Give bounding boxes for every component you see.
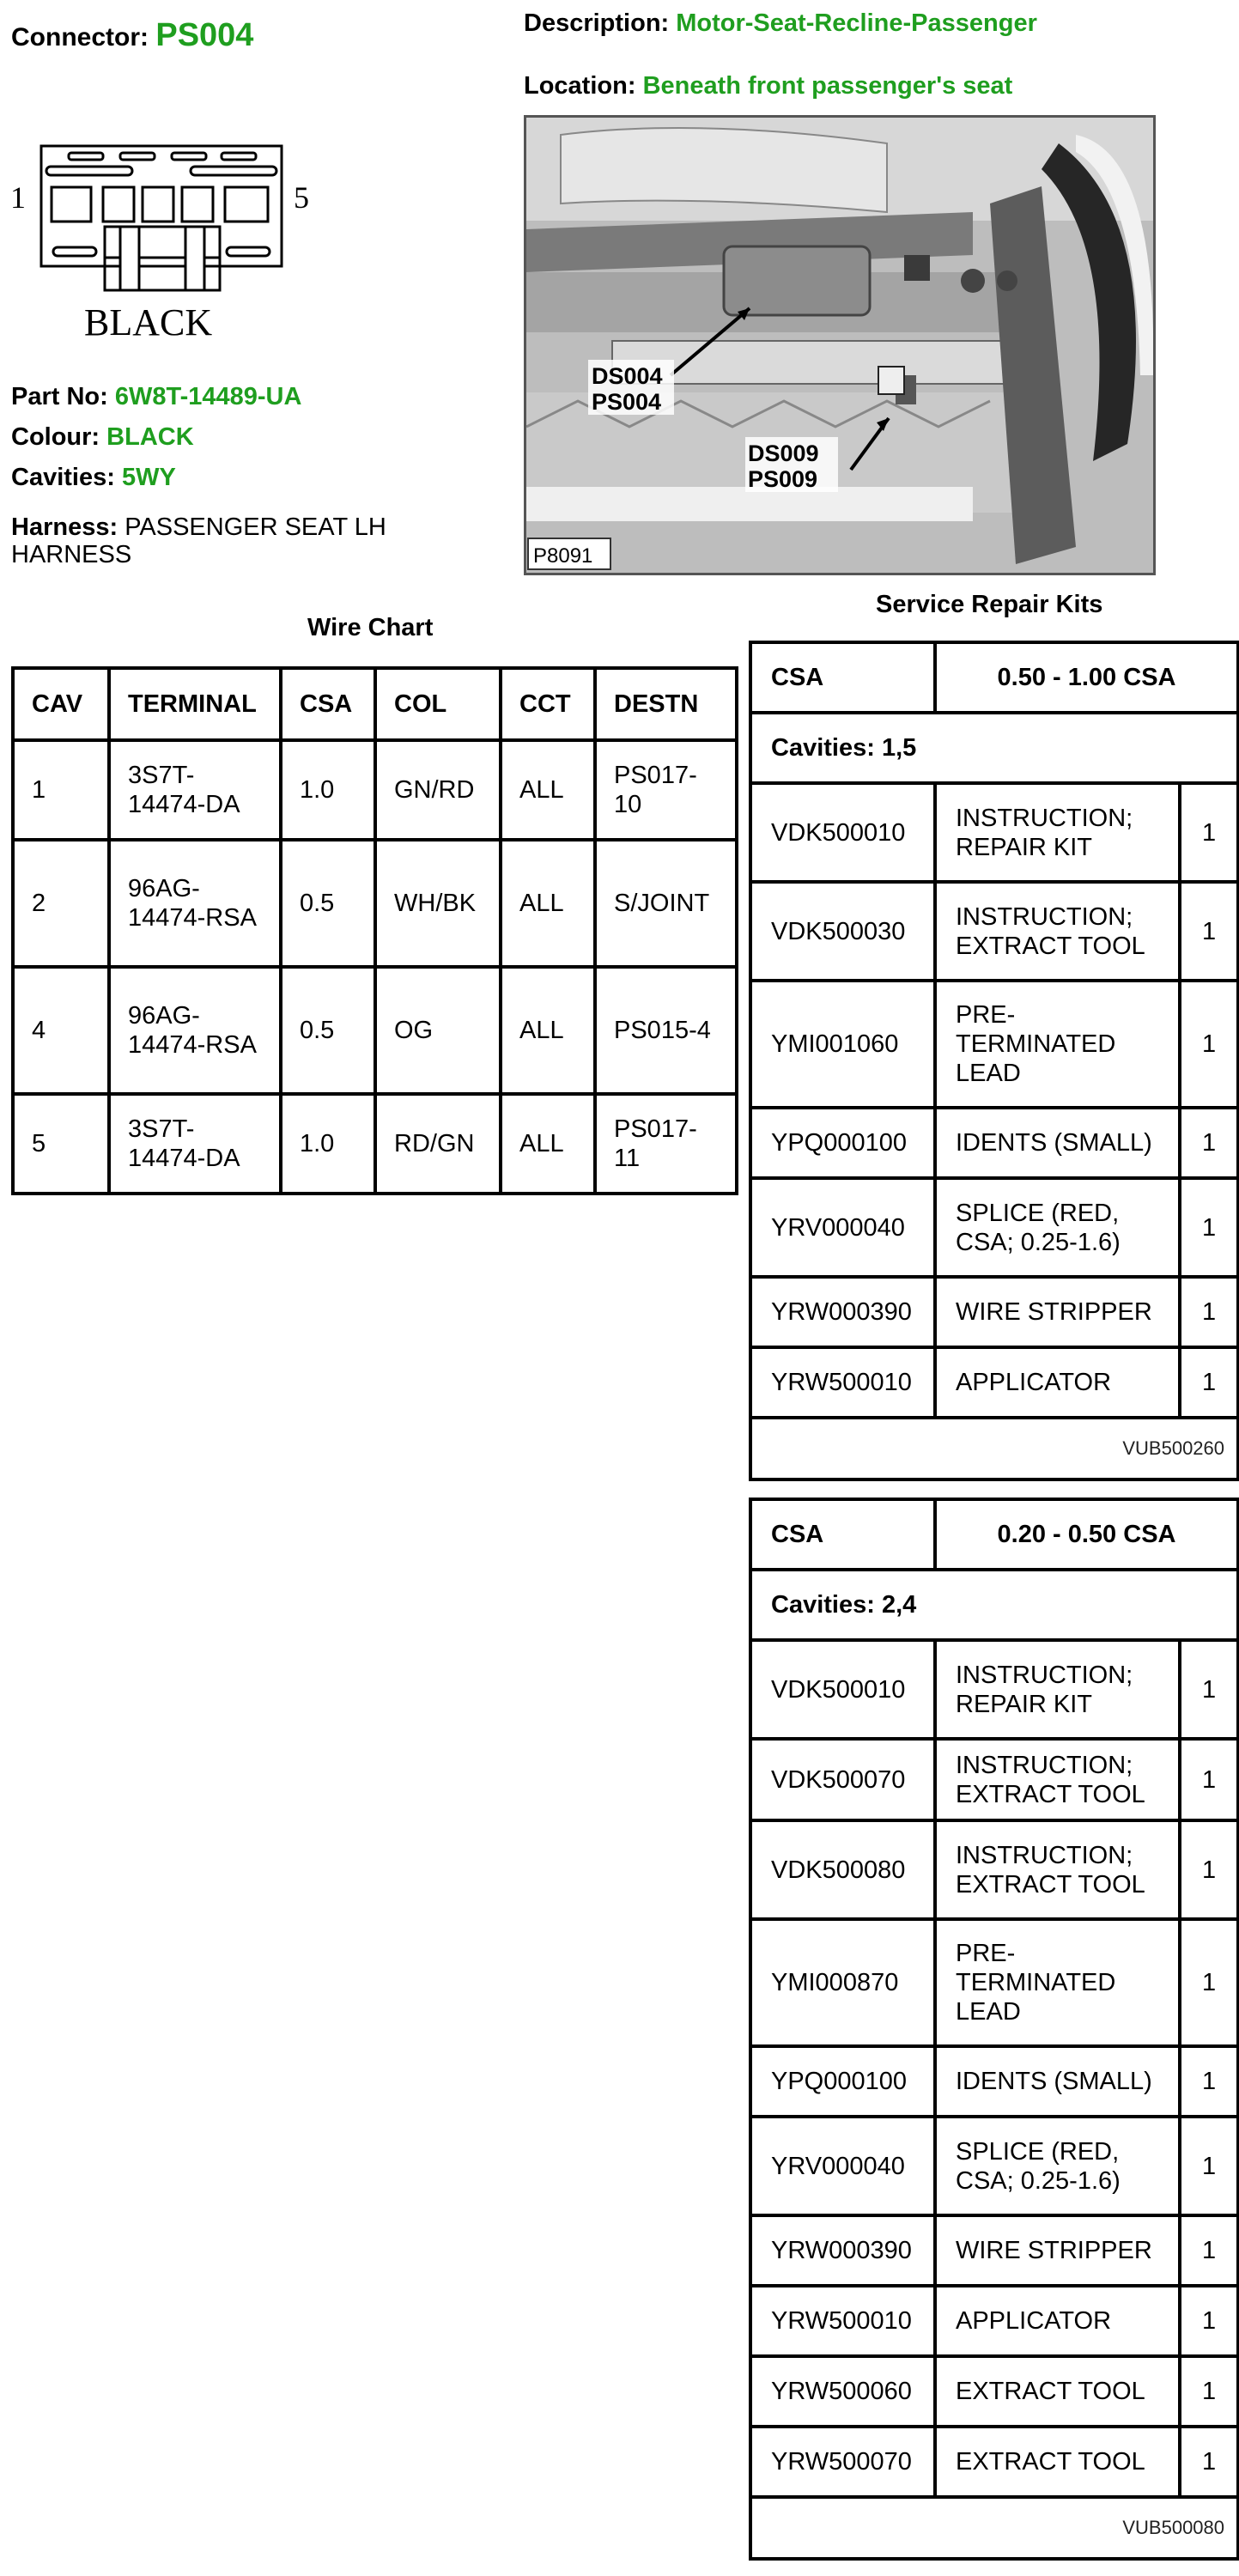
kit-part-desc: INSTRUCTION; EXTRACT TOOL (935, 1739, 1180, 1820)
kit-part-qty: 1 (1180, 1277, 1238, 1347)
service-repair-kits-title: Service Repair Kits (876, 591, 1103, 618)
table-row (750, 981, 1238, 1108)
header-csa: CSA (281, 668, 375, 740)
colour-label: Colour: (11, 423, 100, 451)
harness-label: Harness: (11, 513, 118, 541)
location-photo (524, 115, 1156, 575)
cell-destn: PS015-4 (595, 967, 737, 1094)
cell-cct: ALL (501, 840, 595, 967)
kit-part-code: YRV000040 (750, 1178, 935, 1277)
header-col: COL (375, 668, 501, 740)
kit-csa-label: CSA (750, 642, 935, 713)
kit-part-code: YRV000040 (750, 2117, 935, 2215)
kit-part-code: VDK500010 (750, 783, 935, 882)
kit-part-qty: 1 (1180, 2046, 1238, 2117)
table-row (13, 967, 737, 1094)
table-row (750, 2356, 1238, 2427)
table-row (750, 1347, 1238, 1418)
wire-chart-title: Wire Chart (307, 614, 434, 641)
kit-part-qty: 1 (1180, 783, 1238, 882)
pin-5-label: 5 (294, 180, 309, 215)
kit-part-code: YRW500060 (750, 2356, 935, 2427)
kit-part-qty: 1 (1180, 1739, 1238, 1820)
cell-cav: 5 (13, 1094, 109, 1194)
kit-part-code: VDK500030 (750, 882, 935, 981)
connector-label: Connector: (11, 23, 149, 52)
cavities-value: 5WY (121, 464, 176, 491)
kit-part-qty: 1 (1180, 1347, 1238, 1418)
cell-csa: 1.0 (281, 1094, 375, 1194)
cell-csa: 0.5 (281, 840, 375, 967)
location (524, 72, 1012, 100)
photo-reference: P8091 (533, 544, 593, 568)
kit-part-qty: 1 (1180, 981, 1238, 1108)
kit-part-qty: 1 (1180, 1108, 1238, 1178)
kit-part-desc: INSTRUCTION; REPAIR KIT (935, 1640, 1180, 1739)
description-label: Description: (524, 9, 670, 37)
kit-cavities-row (750, 1570, 1238, 1640)
kit-part-qty: 1 (1180, 1919, 1238, 2046)
kit-part-qty: 1 (1180, 1640, 1238, 1739)
wire-chart-table (11, 666, 738, 1195)
table-row (13, 1094, 737, 1194)
kit-reference: VUB500260 (750, 1418, 1238, 1479)
callout-ps009: PS009 (748, 466, 818, 492)
header-terminal: TERMINAL (109, 668, 281, 740)
table-row (750, 1820, 1238, 1919)
kit-part-desc: INSTRUCTION; EXTRACT TOOL (935, 882, 1180, 981)
kit-part-qty: 1 (1180, 2286, 1238, 2356)
table-row (750, 1277, 1238, 1347)
colour-value: BLACK (106, 423, 194, 451)
callout-ds009: DS009 (748, 440, 819, 466)
table-row (750, 1178, 1238, 1277)
kit-csa-value: 0.20 - 0.50 CSA (935, 1499, 1238, 1570)
table-row (750, 2286, 1238, 2356)
cell-cav: 2 (13, 840, 109, 967)
table-row (750, 1108, 1238, 1178)
cell-terminal: 96AG-14474-RSA (109, 840, 281, 967)
cell-col: WH/BK (375, 840, 501, 967)
cell-cav: 4 (13, 967, 109, 1094)
kit-part-qty: 1 (1180, 2117, 1238, 2215)
cell-cct: ALL (501, 740, 595, 840)
cell-destn: PS017-10 (595, 740, 737, 840)
wire-chart-header-row (13, 668, 737, 740)
cavities-label: Cavities: (11, 464, 115, 491)
part-label: Part No: (11, 383, 108, 410)
location-value: Beneath front passenger's seat (642, 72, 1013, 100)
kit-footer-row (750, 1418, 1238, 1479)
kit-part-qty: 1 (1180, 2356, 1238, 2427)
cell-cct: ALL (501, 1094, 595, 1194)
kit-part-code: YRW500070 (750, 2427, 935, 2497)
kit-part-desc: WIRE STRIPPER (935, 2215, 1180, 2286)
kit-cavities-row (750, 713, 1238, 783)
header-destn: DESTN (595, 668, 737, 740)
cell-terminal: 96AG-14474-RSA (109, 967, 281, 1094)
table-row (750, 783, 1238, 882)
kit-part-desc: APPLICATOR (935, 2286, 1180, 2356)
table-row (750, 2117, 1238, 2215)
cell-terminal: 3S7T-14474-DA (109, 1094, 281, 1194)
kit-cavities: Cavities: 1,5 (750, 713, 1238, 783)
part-value: 6W8T-14489-UA (114, 383, 302, 410)
kit-part-desc: EXTRACT TOOL (935, 2427, 1180, 2497)
cell-col: OG (375, 967, 501, 1094)
cell-destn: PS017-11 (595, 1094, 737, 1194)
table-row (750, 2046, 1238, 2117)
kit-part-desc: INSTRUCTION; EXTRACT TOOL (935, 1820, 1180, 1919)
part-number (11, 383, 301, 411)
kit-part-code: YRW500010 (750, 1347, 935, 1418)
connector-value: PS004 (155, 17, 254, 53)
description (524, 9, 1039, 39)
cell-cav: 1 (13, 740, 109, 840)
callout-ds004: DS004 (592, 363, 663, 389)
kit-part-desc: SPLICE (RED, CSA; 0.25-1.6) (935, 2117, 1180, 2215)
kit-part-code: VDK500070 (750, 1739, 935, 1820)
cell-cct: ALL (501, 967, 595, 1094)
repair-kit-table-1 (749, 641, 1239, 1481)
kit-part-code: YMI001060 (750, 981, 935, 1108)
header-cct: CCT (501, 668, 595, 740)
kit-part-desc: EXTRACT TOOL (935, 2356, 1180, 2427)
kit-part-qty: 1 (1180, 882, 1238, 981)
harness-value: PASSENGER SEAT LH HARNESS (11, 513, 386, 568)
kit-part-desc: IDENTS (SMALL) (935, 2046, 1180, 2117)
cell-terminal: 3S7T-14474-DA (109, 740, 281, 840)
table-row (750, 1739, 1238, 1820)
kit-part-qty: 1 (1180, 1820, 1238, 1919)
kit-reference: VUB500080 (750, 2497, 1238, 2559)
connector-colour-text: BLACK (84, 301, 213, 343)
cell-csa: 0.5 (281, 967, 375, 1094)
kit-csa-row (750, 1499, 1238, 1570)
table-row (13, 740, 737, 840)
table-row (750, 1919, 1238, 2046)
description-value: Motor-Seat-Recline-Passenger (676, 9, 1037, 37)
connector-face-diagram (9, 137, 335, 343)
kit-part-code: YRW000390 (750, 2215, 935, 2286)
kit-csa-label: CSA (750, 1499, 935, 1570)
repair-kit-table-2 (749, 1498, 1239, 2561)
kit-part-qty: 1 (1180, 2215, 1238, 2286)
kit-part-qty: 1 (1180, 1178, 1238, 1277)
cell-col: GN/RD (375, 740, 501, 840)
cavities (11, 464, 176, 492)
kit-part-desc: INSTRUCTION; REPAIR KIT (935, 783, 1180, 882)
table-row (13, 840, 737, 967)
connector-heading (11, 17, 253, 54)
kit-part-desc: WIRE STRIPPER (935, 1277, 1180, 1347)
kit-footer-row (750, 2497, 1238, 2559)
kit-part-code: VDK500010 (750, 1640, 935, 1739)
kit-part-code: YRW500010 (750, 2286, 935, 2356)
table-row (750, 2215, 1238, 2286)
kit-csa-row (750, 642, 1238, 713)
kit-cavities: Cavities: 2,4 (750, 1570, 1238, 1640)
cell-csa: 1.0 (281, 740, 375, 840)
callout-ps004: PS004 (592, 389, 662, 415)
kit-csa-value: 0.50 - 1.00 CSA (935, 642, 1238, 713)
table-row (750, 2427, 1238, 2497)
kit-part-desc: PRE-TERMINATED LEAD (935, 981, 1180, 1108)
kit-part-code: YMI000870 (750, 1919, 935, 2046)
kit-part-code: YRW000390 (750, 1277, 935, 1347)
colour (11, 423, 194, 452)
cell-destn: S/JOINT (595, 840, 737, 967)
kit-part-code: YPQ000100 (750, 2046, 935, 2117)
kit-part-qty: 1 (1180, 2427, 1238, 2497)
location-label: Location: (524, 72, 636, 100)
table-row (750, 882, 1238, 981)
harness (11, 513, 458, 568)
cell-col: RD/GN (375, 1094, 501, 1194)
kit-part-code: VDK500080 (750, 1820, 935, 1919)
kit-part-desc: PRE-TERMINATED LEAD (935, 1919, 1180, 2046)
header-cav: CAV (13, 668, 109, 740)
kit-part-desc: SPLICE (RED, CSA; 0.25-1.6) (935, 1178, 1180, 1277)
pin-1-label: 1 (10, 180, 26, 215)
table-row (750, 1640, 1238, 1739)
kit-part-code: YPQ000100 (750, 1108, 935, 1178)
kit-part-desc: IDENTS (SMALL) (935, 1108, 1180, 1178)
kit-part-desc: APPLICATOR (935, 1347, 1180, 1418)
